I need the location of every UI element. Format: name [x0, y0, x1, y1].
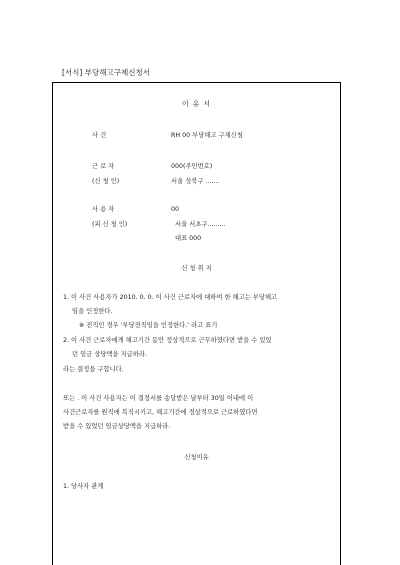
purpose-line: 1. 이 사건 사용자가 2010. 0. 0. 이 사건 근로자에 대하여 한 해고는 부당해고 [63, 294, 278, 301]
purpose-line: 사건근로자를 원직에 복직시키고, 해고기간에 정상적으로 근로하였다면 [63, 409, 258, 416]
employer-value: 00 [171, 206, 180, 213]
worker-value: 000(주민번호) [171, 163, 213, 170]
purpose-line: 또는 . 이 사건 사용자는 이 결정서를 송달받은 날부터 30일 이내에 이 [63, 395, 254, 402]
employer-address: 서울 서초구......... [175, 221, 226, 228]
purpose-heading: 신 청 취 지 [181, 265, 212, 272]
employer-representative: 대표 000 [175, 235, 202, 242]
form-label: [서식] 부당해고구제신청서 [62, 68, 150, 77]
reason-item: 1. 당사자 관계 [63, 483, 104, 490]
document-title: 이 유 서 [181, 100, 212, 108]
case-value: RH 00 부당해고 구제신청 [171, 132, 243, 139]
employer-sub-label: (피 신 청 인) [92, 221, 128, 228]
document-box [52, 82, 341, 565]
case-label: 사 건 [92, 132, 107, 139]
purpose-line: 받을 수 있었던 임금상당액을 지급하라. [63, 423, 171, 430]
purpose-note: ※ 전직인 경우 '부당전직임을 인정한다.' 라고 표기 [79, 322, 218, 329]
employer-label: 사 용 자 [92, 206, 115, 213]
purpose-line: 라는 결정을 구합니다. [63, 366, 124, 373]
worker-sub-label: (신 청 인) [92, 178, 120, 185]
purpose-line: 임을 인정한다. [72, 308, 113, 315]
reason-heading: 신청이유 [184, 454, 209, 461]
worker-label: 근 로 자 [92, 163, 115, 170]
purpose-line: 던 임금 상당액을 지급하라. [72, 351, 147, 358]
purpose-line: 2. 이 사건 근로자에게 해고기간 동안 정상적으로 근무하였다면 받을 수 있었 [63, 337, 272, 344]
worker-address: 서울 성북구 ....... [171, 178, 220, 185]
